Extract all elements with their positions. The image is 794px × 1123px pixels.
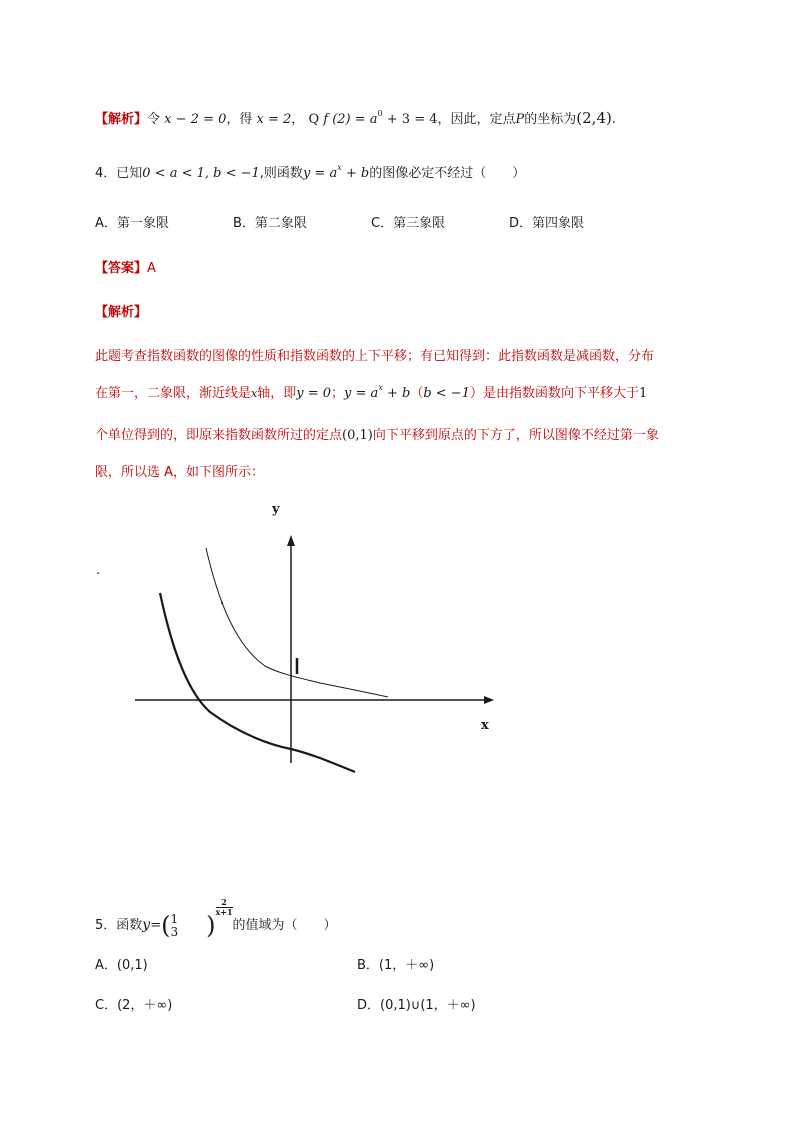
q4-option-a: A．第一象限 [95,216,169,231]
q4-stem: 4．已知0 < a < 1, b < −1,则函数$y = a^x + b$的图像必定不经过（ ） [95,163,526,181]
curve-original [206,548,388,697]
q3-analysis: 【解析】令 x − 2 = 0，得 x = 2， Q f $(2) = a^0 + 3 = 4$，因此，定点P的坐标为(2,4). [95,109,616,127]
y-axis-label: y [272,502,280,517]
x-axis-arrow [484,696,494,704]
answer-tag: 【答案】 [95,261,148,276]
q4-analysis-line-1: 此题考查指数函数的图像的性质和指数函数的上下平移；有已知得到：此指数函数是减函数，分布 [95,349,655,364]
base-fraction: 1 3 [170,911,179,939]
q4-analysis-line-3: 个单位得到的，即原来指数函数所过的定点(0,1)向下平移到原点的下方了，所以图像不经过第一象 [95,428,659,443]
x-axis-label: x [481,718,489,733]
exponent-fraction: $\frac{2}{x+1}$ [215,897,233,917]
q4-analysis-line-4: 限，所以选 A，如下图所示： [95,465,265,480]
q4-option-c: C．第三象限 [371,216,446,231]
q5-option-b: B．(1，＋∞) [357,958,435,973]
q5-option-a: A．(0,1) [95,958,148,973]
q4-option-d: D．第四象限 [509,216,585,231]
q4-analysis-line-2: 在第一，二象限，渐近线是x轴，即y = 0；$y = a^x + b(b < -1)$是由指数函数向下平移大于1 [95,383,648,401]
q3-analysis-tag: 【解析】 [95,112,148,127]
stray-dot: . [96,563,101,578]
q5-stem: 5．函数y=( 1 3 ) $\frac{2}{x+1}$ 的值域为（ ） [95,897,337,940]
curve-shifted [160,593,355,772]
q4-option-b: B．第二象限 [233,216,307,231]
q5-option-d: D．(0,1)∪(1，＋∞) [357,998,476,1013]
y-axis-arrow [287,535,295,546]
q4-analysis-tag: 【解析】 [95,305,148,320]
curve-dot [221,602,223,604]
q5-option-c: C．(2，＋∞) [95,998,173,1013]
answer-value: A [147,261,156,276]
